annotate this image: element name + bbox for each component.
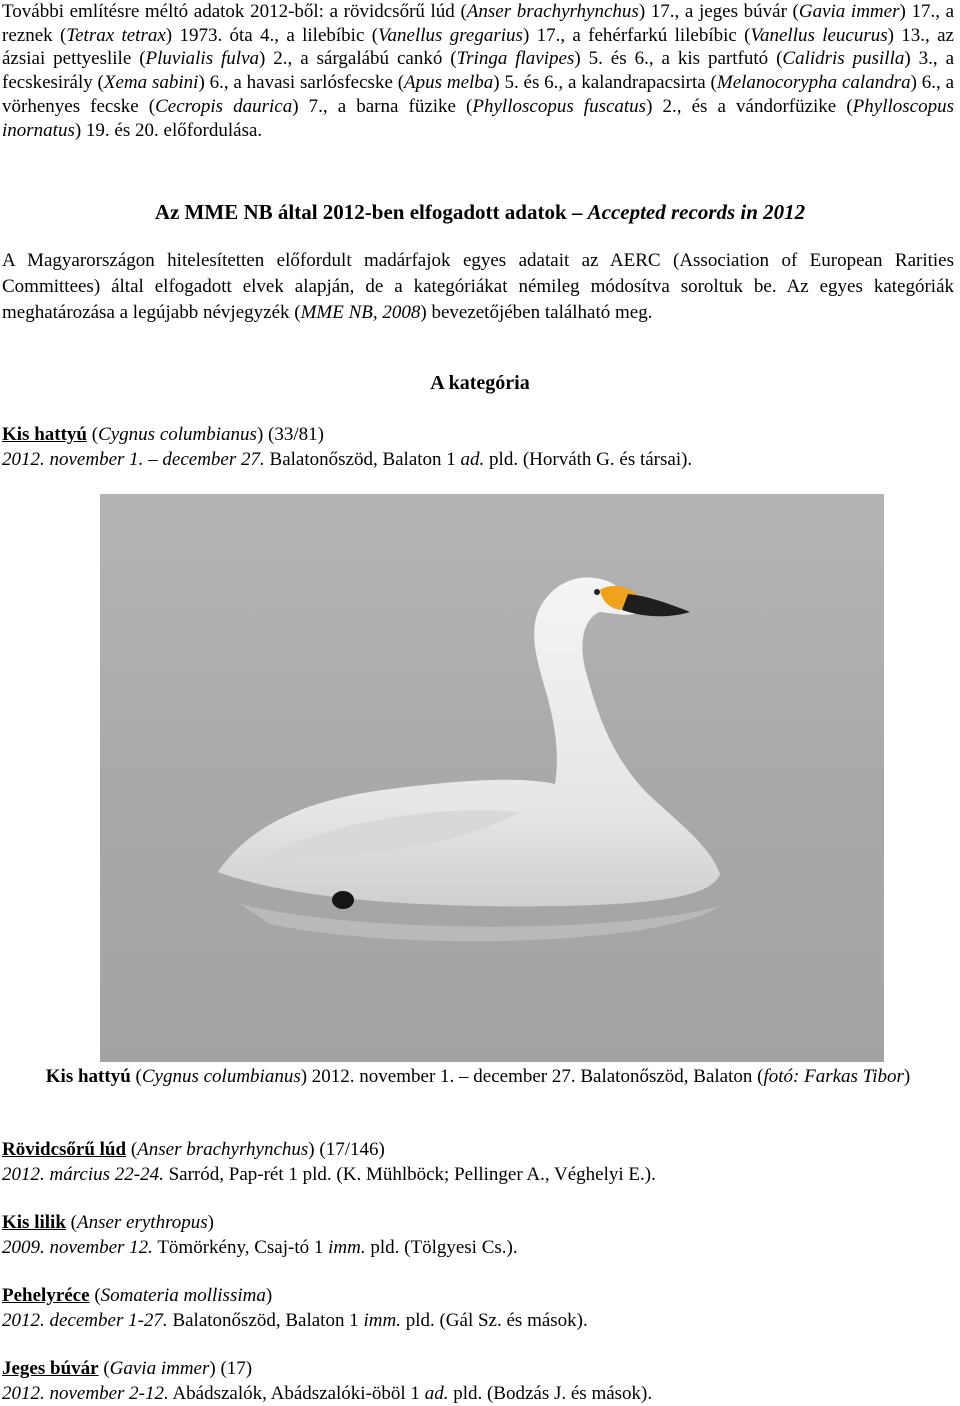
swan-foot (332, 891, 354, 909)
category-heading: A kategória (430, 372, 530, 394)
species-record: 2012. november 2-12. Abádszalók, Abádszalóki-öböl 1 ad. pld. (Bodzás J. és mások). (2, 1383, 653, 1404)
photo-caption: Kis hattyú (Cygnus columbianus) 2012. november 1. – december 27. Balatonőszöd, Balaton (fotó: Farkas Tibor) (45, 1066, 911, 1087)
species-header: Pehelyréce (Somateria mollissima) (2, 1285, 273, 1306)
species-entry (2, 1137, 954, 1187)
intro-paragraph: További említésre méltó adatok 2012-ből: a rövidcsőrű lúd (Anser brachyrhynchus) 17., a jeges búvár (Gavia immer) 17., a reznek (Tetrax tetrax) 1973. óta 4., a lilebíbic (Vanellus gregarius) 17., a fehérfarkú lilebíbic (Vanellus leucurus) 13., az ázsiai pettyeslile (Pluvialis fulva) 2., a sárgalábú cankó (Tringa flavipes) 5. és 6., a kis partfutó (Calidris pusilla) 3., a fecskesirály (Xema sabini) 6., a havasi sarlósfecske (Apus melba) 5. és 6., a kalandrapacsirta (Melanocorypha calandra) 6., a vörhenyes fecske (Cecropis daurica) 7., a barna füzike (Phylloscopus fuscatus) 2., és a vándorfüzike (Phylloscopus inornatus) 19. és 20. előfordulása. (2, 1, 955, 141)
species-header: Kis lilik (Anser erythropus) (2, 1212, 214, 1233)
explanation-paragraph: A Magyarországon hitelesítetten előfordult madárfajok egyes adatait az AERC (Association of European Rarities Committees) által elfogadott elvek alapján, de a kategóriákat némileg módosítva soroltuk be. Az egyes kategóriák meghatározása a legújabb névjegyzék (MME NB, 2008) bevezetőjében található meg. (2, 250, 954, 323)
species-record: 2012. november 1. – december 27. Balatonőszöd, Balaton 1 ad. pld. (Horváth G. és társai). (2, 449, 693, 470)
water-background (100, 494, 884, 1062)
species-entry (2, 1210, 954, 1260)
species-entry (2, 422, 954, 472)
species-entry (2, 1356, 954, 1406)
species-record: 2009. november 12. Tömörkény, Csaj-tó 1 imm. pld. (Tölgyesi Cs.). (2, 1237, 518, 1258)
section-title: Az MME NB által 2012-ben elfogadott adatok – Accepted records in 2012 (154, 200, 806, 224)
species-record: 2012. december 1-27. Balatonőszöd, Balaton 1 imm. pld. (Gál Sz. és mások). (2, 1310, 588, 1331)
species-entry (2, 1283, 954, 1333)
swan-eye (594, 589, 600, 595)
species-header: Jeges búvár (Gavia immer) (17) (2, 1358, 253, 1379)
species-header: Rövidcsőrű lúd (Anser brachyrhynchus) (17/146) (2, 1139, 385, 1160)
species-record: 2012. március 22-24. Sarród, Pap-rét 1 pld. (K. Mühlböck; Pellinger A., Véghelyi E.). (2, 1164, 656, 1185)
swan-photo (100, 494, 884, 1062)
species-header: Kis hattyú (Cygnus columbianus) (33/81) (2, 424, 324, 445)
